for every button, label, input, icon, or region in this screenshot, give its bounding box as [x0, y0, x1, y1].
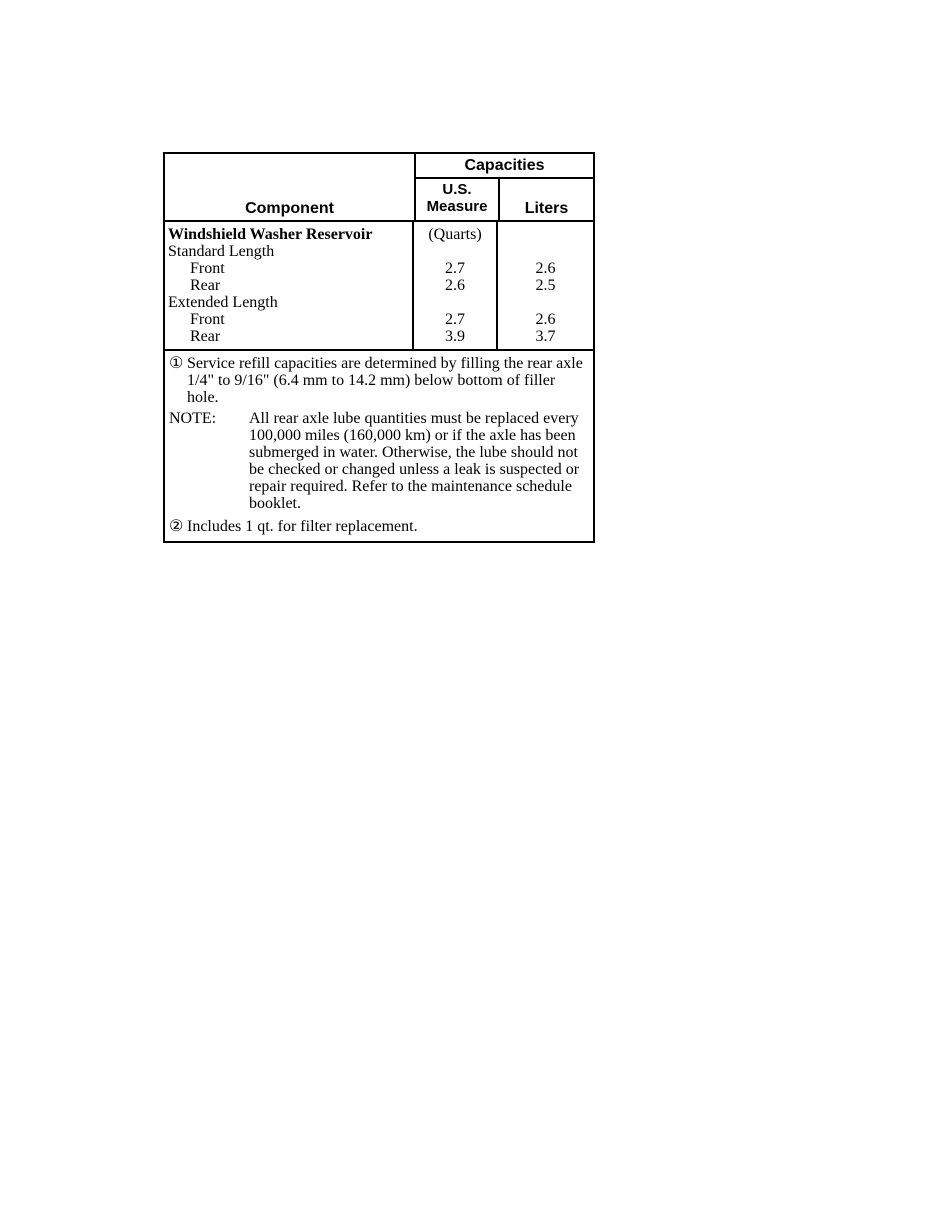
- footnote-2: [169, 518, 587, 535]
- table-row-liters: 2.6: [535, 260, 556, 277]
- us-measure-header-line2: Measure: [426, 198, 488, 215]
- table-row-liters: [498, 294, 593, 311]
- footnote-2-text: Includes 1 qt. for filter replacement.: [187, 518, 418, 535]
- table-row-component: Rear: [190, 277, 221, 294]
- table-row-component: Extended Length: [168, 294, 278, 311]
- table-row-liters: 3.7: [535, 328, 556, 345]
- liters-column: [498, 222, 593, 349]
- us-measure-header-line1: U.S.: [442, 181, 472, 198]
- footnote-1: [169, 355, 587, 406]
- table-notes: [165, 351, 593, 541]
- table-row-component: Windshield Washer Reservoir: [168, 226, 373, 243]
- liters-header-cell: [500, 179, 593, 220]
- table-row-us: 2.7: [445, 311, 465, 328]
- table-row-liters: [498, 226, 593, 243]
- table-row-us: [414, 243, 496, 260]
- liters-header: Liters: [524, 200, 569, 217]
- note-text: All rear axle lube quantities must be replaced every 100,000 miles (160,000 km) or if the axle has been submerged in water. Otherwise, the lube should not be checked or changed unless a leak is suspected or repair required. Refer to the maintenance schedule booklet.: [249, 410, 580, 512]
- us-measure-header: [416, 179, 500, 220]
- component-header-cell: [165, 154, 416, 220]
- component-column: [165, 222, 414, 349]
- table-row-component: Standard Length: [168, 243, 275, 260]
- table-row-us: (Quarts): [428, 226, 482, 243]
- table-row-liters: 2.5: [535, 277, 556, 294]
- table-row-component: Front: [190, 311, 225, 328]
- table-row-us: 2.7: [445, 260, 465, 277]
- capacities-table: [163, 152, 595, 543]
- footnote-2-marker: ②: [169, 518, 184, 535]
- footnote-1-marker: ①: [169, 355, 184, 372]
- note-label: NOTE:: [169, 410, 217, 427]
- table-body: [165, 222, 593, 351]
- capacities-header: Capacities: [416, 154, 593, 179]
- capacities-header-group: [416, 154, 593, 220]
- table-row-us: 3.9: [445, 328, 465, 345]
- table-row-component: Front: [190, 260, 225, 277]
- table-row-us: 2.6: [445, 277, 465, 294]
- table-row-liters: [498, 243, 593, 260]
- footnote-1-text: Service refill capacities are determined by filling the rear axle 1/4" to 9/16" (6.4 mm to 14.2 mm) below bottom of filler hole.: [187, 355, 583, 406]
- capacities-subheaders: [416, 179, 593, 220]
- note: [169, 410, 587, 512]
- us-measure-column: [414, 222, 498, 349]
- component-header: Component: [245, 200, 334, 217]
- table-header: [165, 154, 593, 222]
- table-row-component: Rear: [190, 328, 221, 345]
- table-row-liters: 2.6: [535, 311, 556, 328]
- table-row-us: [414, 294, 496, 311]
